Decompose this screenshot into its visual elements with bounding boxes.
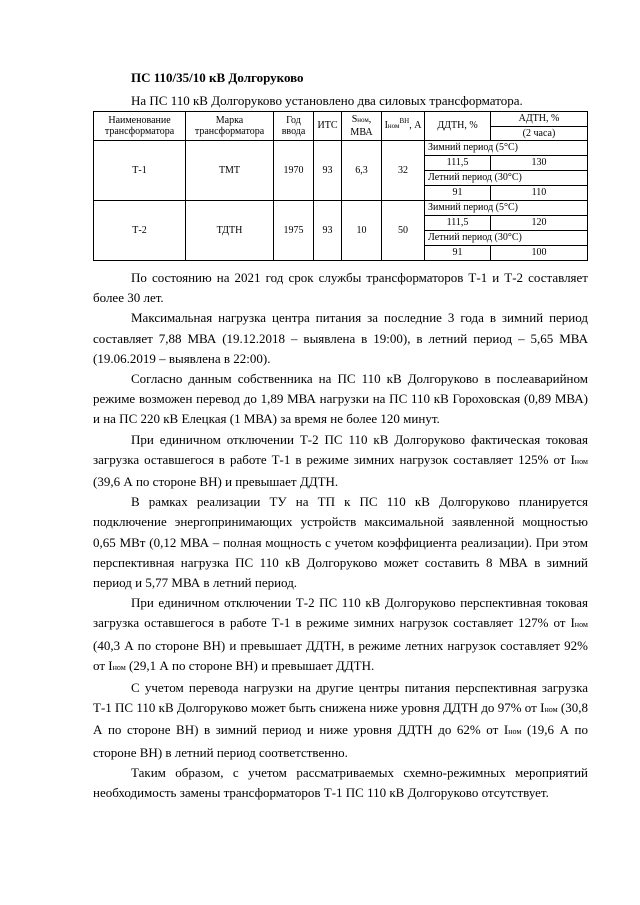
cell-inom: 50: [382, 201, 425, 261]
header-ddtn: ДДТН, %: [425, 112, 491, 141]
paragraph-prospective-load: При единичном отключении Т-2 ПС 110 кВ Долгоруково перспективная токовая загрузка оставшегося в работе Т-1 в режиме зимних нагрузок составляет 127% от Iном (40,3 А по стороне ВН) и превышает ДДТН, в режиме летних нагрузок составляет 92% от Iном (29,1 А по стороне ВН) и превышает ДДТН.: [93, 595, 588, 673]
summer-adtn: 100: [491, 246, 588, 261]
intro-text: На ПС 110 кВ Долгоруково установлено два силовых трансформатора.: [131, 93, 523, 108]
cell-name: Т-1: [94, 141, 186, 201]
header-brand: Марка трансформатора: [186, 112, 274, 141]
cell-year: 1970: [274, 141, 314, 201]
header-its: ИТС: [314, 112, 342, 141]
summer-label: Летний период (30°С): [425, 231, 588, 246]
paragraph-conclusion: Таким образом, с учетом рассматриваемых схемно-режимных мероприятий необходимость замены трансформаторов Т-1 ПС 110 кВ Долгоруково отсутствует.: [93, 764, 588, 801]
winter-ddtn: 111,5: [425, 156, 491, 171]
cell-name: Т-2: [94, 201, 186, 261]
summer-label: Летний период (30°С): [425, 171, 588, 186]
paragraph-actual-load: При единичном отключении Т-2 ПС 110 кВ Долгоруково фактическая токовая загрузка оставшегося в работе Т-1 в режиме зимних нагрузок составляет 125% от Iном (39,6 А по стороне ВН) и превышает ДДТН.: [93, 431, 588, 490]
winter-adtn: 130: [491, 156, 588, 171]
table-header-row: [94, 112, 588, 127]
cell-brand: ТМТ: [186, 141, 274, 201]
body-text: [93, 268, 588, 803]
cell-its: 93: [314, 201, 342, 261]
header-adtn: АДТН, %: [491, 112, 588, 127]
header-name: Наименование трансформатора: [94, 112, 186, 141]
paragraph-reduced-load: С учетом перевода нагрузки на другие центры питания перспективная загрузка Т-1 ПС 110 кВ Долгоруково может быть снижена ниже уровня ДДТН до 97% от Iном (30,8 А по стороне ВН) в зимний период и ниже уровня ДДТН до 62% от Iном (19,6 А по стороне ВН) в летний период соответственно.: [93, 680, 588, 760]
cell-year: 1975: [274, 201, 314, 261]
header-inom: Iном$^{ВН}$, А: [382, 112, 425, 141]
section-title: ПС 110/35/10 кВ Долгоруково: [131, 70, 304, 85]
table-row: [94, 201, 588, 216]
paragraph-max-load: Максимальная нагрузка центра питания за последние 3 года в зимний период составляет 7,88 МВА (19.12.2018 – выявлена в 19:00), в летний период – 5,65 МВА (19.06.2019 – выявлена в 22:00).: [93, 310, 588, 366]
header-year: Год ввода: [274, 112, 314, 141]
cell-snom: 6,3: [342, 141, 382, 201]
summer-adtn: 110: [491, 186, 588, 201]
winter-ddtn: 111,5: [425, 216, 491, 231]
summer-ddtn: 91: [425, 186, 491, 201]
cell-inom: 32: [382, 141, 425, 201]
cell-snom: 10: [342, 201, 382, 261]
paragraph-load-transfer: Согласно данным собственника на ПС 110 кВ Долгоруково в послеаварийном режиме возможен перевод до 1,89 МВА нагрузки на ПС 110 кВ Гороховская (0,89 МВА) и на ПС 220 кВ Елецкая (1 МВА) за время не более 120 минут.: [93, 371, 588, 427]
header-snom: Sном, МВА: [342, 112, 382, 141]
winter-label: Зимний период (5°С): [425, 201, 588, 216]
table-row: [94, 141, 588, 156]
transformer-table: [93, 111, 588, 261]
cell-its: 93: [314, 141, 342, 201]
paragraph-service-life: По состоянию на 2021 год срок службы трансформаторов Т-1 и Т-2 составляет более 30 лет.: [93, 270, 588, 306]
winter-label: Зимний период (5°С): [425, 141, 588, 156]
summer-ddtn: 91: [425, 246, 491, 261]
header-adtn-sub: (2 часа): [491, 126, 588, 141]
winter-adtn: 120: [491, 216, 588, 231]
paragraph-connection: В рамках реализации ТУ на ТП к ПС 110 кВ Долгоруково планируется подключение энергопринимающих устройств максимальной заявленной мощностью 0,65 МВт (0,12 МВА – полная мощность с учетом коэффициента реализации). При этом перспективная нагрузка ПС 110 кВ Долгоруково может составить 8 МВА в зимний период и 5,77 МВА в летний период.: [93, 494, 588, 591]
cell-brand: ТДТН: [186, 201, 274, 261]
